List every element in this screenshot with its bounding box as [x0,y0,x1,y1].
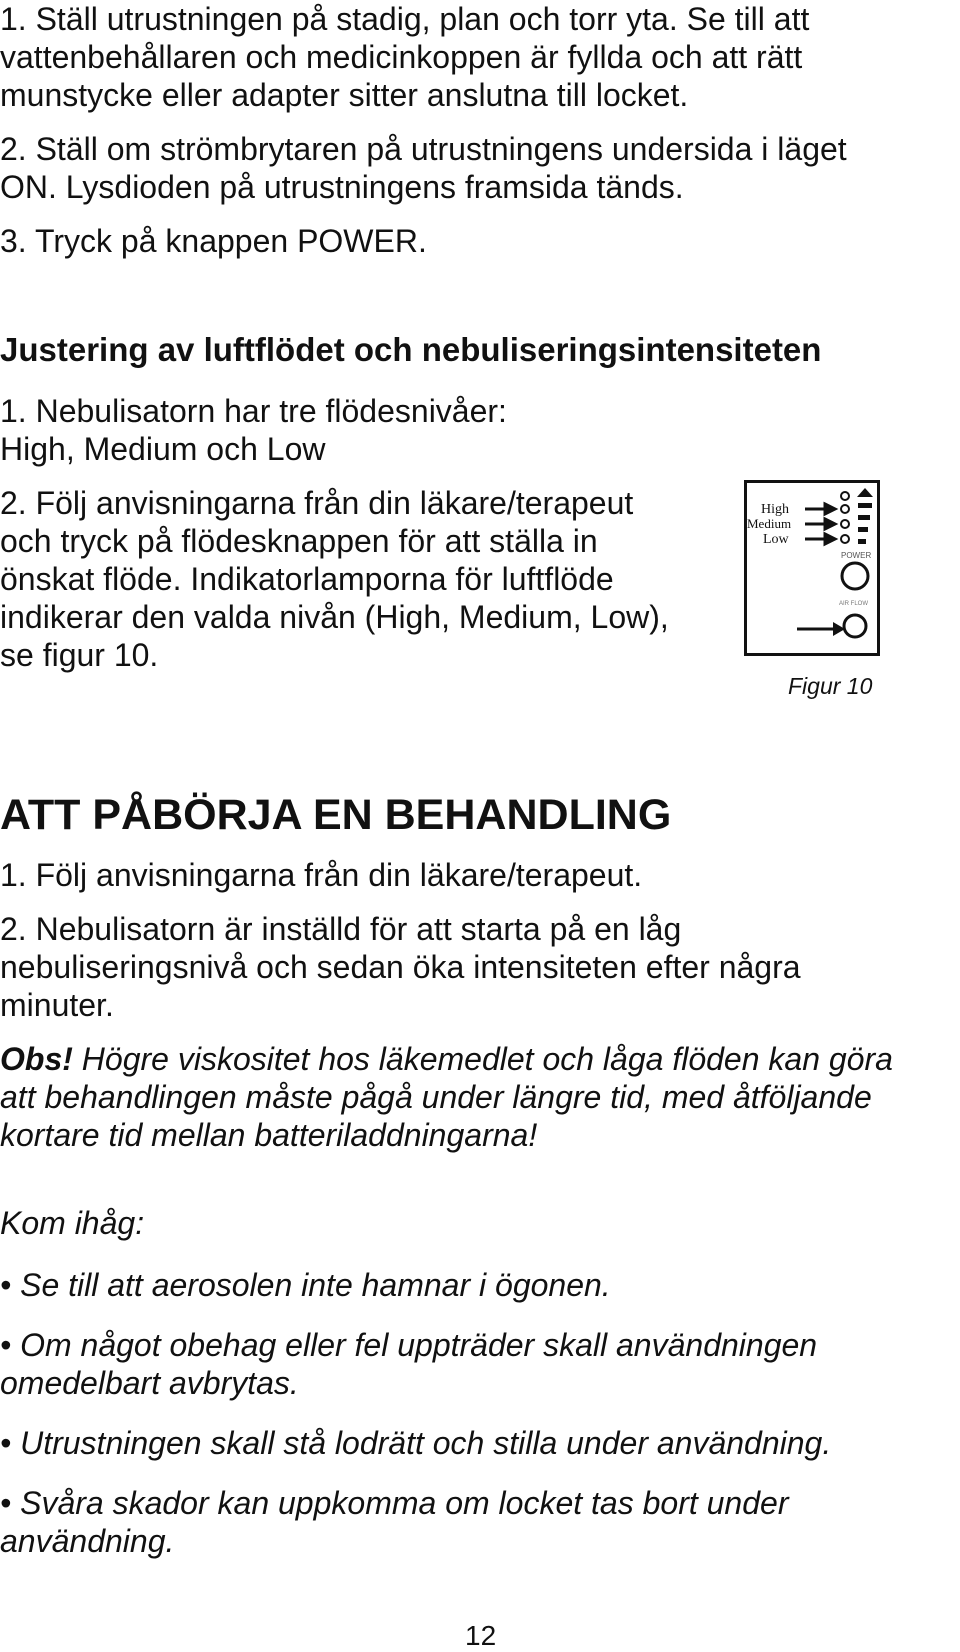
instruction-1-line-3: munstycke eller adapter sitter anslutna till locket. [0,77,689,113]
treatment-item-2-line-3: minuter. [0,987,114,1023]
treatment-heading: ATT PÅBÖRJA EN BEHANDLING [0,791,672,839]
level-bars-icon [857,488,873,544]
high-label: High [761,502,789,517]
instruction-2-line-1: 2. Ställ om strömbrytaren på utrustningens undersida i läget [0,131,847,167]
reminder-bullet-4-line-2: användning. [0,1523,175,1559]
power-label: POWER [841,551,872,560]
reminder-bullet-2-line-1: • Om något obehag eller fel uppträder skall användningen [0,1327,818,1363]
obs-note-line-1 [0,1040,893,1078]
indicator-leds [841,492,849,543]
airflow-item-2-line-5: se figur 10. [0,637,159,673]
instruction-1-line-2: vattenbehållaren och medicinkoppen är fyllda och att rätt [0,39,803,75]
instruction-2-line-2: ON. Lysdioden på utrustningens framsida tänds. [0,169,684,205]
obs-text-1: Högre viskositet hos läkemedlet och låga flöden kan göra [72,1041,893,1077]
treatment-item-2-line-2: nebuliseringsnivå och sedan öka intensiteten efter några [0,949,801,985]
reminder-bullet-3: • Utrustningen skall stå lodrätt och stilla under användning. [0,1425,832,1461]
low-label: Low [763,532,789,547]
airflow-button-icon [797,615,866,637]
airflow-item-2-line-2: och tryck på flödesknappen för att ställa in [0,523,598,559]
airflow-item-2-line-3: önskat flöde. Indikatorlamporna för luftflöde [0,561,614,597]
treatment-item-1: 1. Följ anvisningarna från din läkare/terapeut. [0,857,643,893]
airflow-item-2-line-4: indikerar den valda nivån (High, Medium, Low), [0,599,669,635]
airflow-item-1-line-1: 1. Nebulisatorn har tre flödesnivåer: [0,393,507,429]
obs-note-line-3: kortare tid mellan batteriladdningarna! [0,1117,538,1153]
figure-10-control-panel [744,480,880,656]
treatment-item-2-line-1: 2. Nebulisatorn är inställd för att starta på en låg [0,911,682,947]
control-panel-illustration [747,483,877,653]
instruction-1-line-1: 1. Ställ utrustningen på stadig, plan och torr yta. Se till att [0,1,810,37]
instruction-3-line-1: 3. Tryck på knappen POWER. [0,223,427,259]
medium-label: Medium [747,516,792,531]
obs-note-line-2: att behandlingen måste pågå under längre tid, med åtföljande [0,1079,872,1115]
airflow-item-1-line-2: High, Medium och Low [0,431,326,467]
figure-caption: Figur 10 [788,673,873,699]
airflow-label: AIR FLOW [839,601,869,607]
obs-label: Obs! [0,1041,73,1077]
indicator-arrows [805,504,835,544]
reminder-bullet-1: • Se till att aerosolen inte hamnar i ögonen. [0,1267,611,1303]
page-number: 12 [465,1620,497,1651]
reminder-bullet-4-line-1: • Svåra skador kan uppkomma om locket tas bort under [0,1485,789,1521]
power-button-icon [842,563,868,589]
reminder-bullet-2-line-2: omedelbart avbrytas. [0,1365,299,1401]
airflow-heading: Justering av luftflödet och nebuliseringsintensiteten [0,331,822,368]
airflow-item-2-line-1: 2. Följ anvisningarna från din läkare/terapeut [0,485,634,521]
reminders-title: Kom ihåg: [0,1205,145,1241]
